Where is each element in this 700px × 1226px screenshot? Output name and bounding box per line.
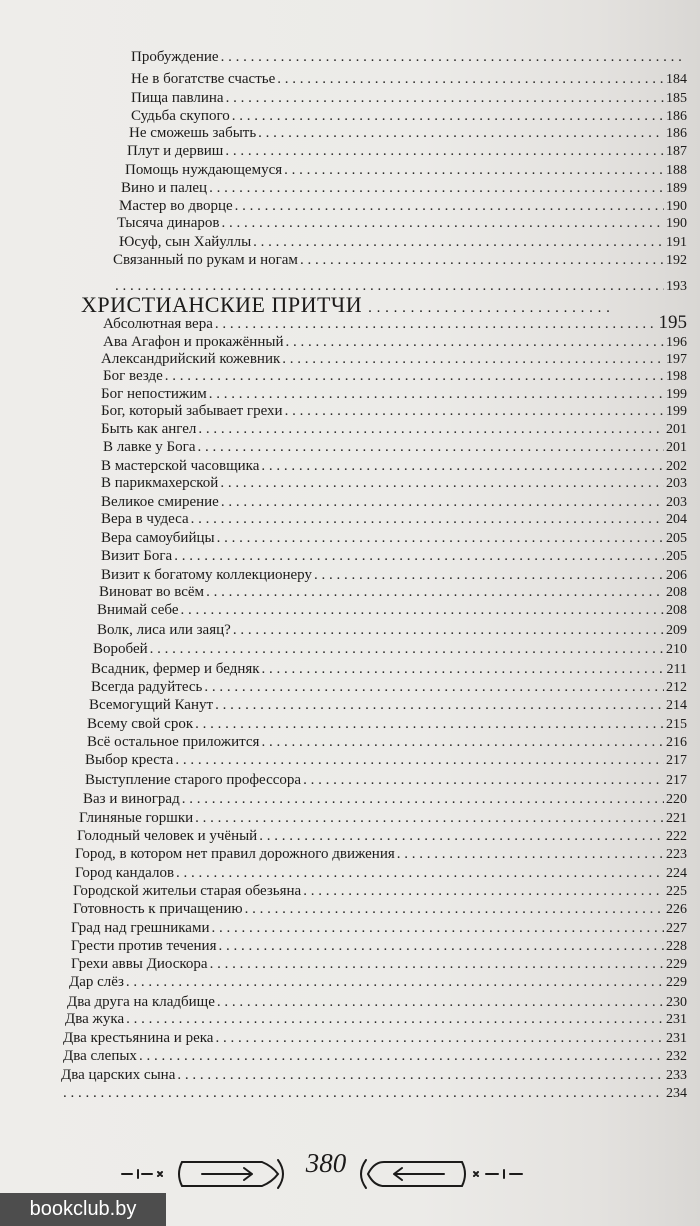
leader-dots	[217, 993, 664, 1011]
leader-dots	[219, 937, 665, 955]
toc-entry	[127, 142, 687, 161]
leader-dots	[197, 438, 664, 456]
toc-entry	[73, 882, 687, 901]
leader-dots	[126, 1010, 664, 1028]
toc-entry-page: 186	[666, 126, 687, 141]
toc-entry-page: 184	[666, 72, 687, 87]
toc-entry-title: Ваз и виноград	[83, 791, 180, 807]
toc-entry	[97, 621, 687, 640]
toc-entry	[101, 529, 687, 548]
toc-entry-title: Дар слёз	[69, 974, 124, 990]
leader-dots	[261, 457, 664, 475]
toc-entry	[103, 438, 687, 457]
leader-dots	[209, 179, 664, 197]
toc-entry	[71, 919, 687, 938]
toc-entry	[101, 420, 687, 439]
toc-entry-page: 208	[666, 603, 687, 618]
toc-entry-title: Пища павлина	[131, 90, 224, 106]
leader-dots	[258, 124, 664, 142]
leader-dots	[209, 385, 664, 403]
toc-entry-title: Связанный по рукам и ногам	[113, 252, 298, 268]
leader-dots	[397, 845, 664, 863]
toc-entry-page: 217	[666, 753, 687, 768]
toc-entry-page: 231	[666, 1031, 687, 1046]
toc-entry-title: Голодный человек и учёный	[77, 828, 258, 844]
toc-entry	[77, 827, 687, 846]
toc-entry-title: Грехи аввы Диоскора	[71, 956, 208, 972]
toc-entry-title: Выступление старого профессора	[85, 772, 302, 788]
leader-dots	[245, 900, 664, 918]
leader-dots	[198, 420, 664, 438]
toc-entry-page: 216	[666, 735, 687, 750]
leader-dots	[174, 547, 664, 565]
leader-dots	[221, 493, 664, 511]
leader-dots	[277, 70, 664, 88]
toc-entry-title: Абсолютная вера	[103, 316, 213, 332]
toc-entry	[89, 696, 687, 715]
leader-dots	[195, 715, 664, 733]
toc-entry-page: 215	[666, 717, 687, 732]
leader-dots	[182, 790, 664, 808]
toc-entry-page: 203	[666, 476, 687, 491]
toc-entry-title: Город кандалов	[75, 865, 175, 881]
section-heading	[81, 292, 687, 318]
toc-entry-title: Великое смирение	[101, 494, 219, 510]
toc-entry-page: 227	[666, 921, 687, 936]
leader-dots	[176, 864, 664, 882]
toc-entry	[75, 864, 687, 883]
toc-entry-title: Всемогущий Канут	[89, 697, 214, 713]
toc-entry-title: Бог везде	[103, 368, 163, 384]
toc-entry	[101, 474, 687, 493]
toc-entry	[121, 179, 687, 198]
toc-entry-page: 229	[666, 975, 687, 990]
toc-entry	[63, 1029, 687, 1048]
toc-entry	[85, 751, 687, 770]
toc-entry-title: Виноват во всём	[99, 584, 205, 600]
toc-entry-page: 226	[666, 902, 687, 917]
toc-entry-title: Судьба скупого	[131, 108, 230, 124]
toc-entry	[87, 715, 687, 734]
leader-dots	[285, 402, 664, 420]
toc-entry-title: Всё остальное приложится	[87, 734, 260, 750]
toc-entry-title: Всадник, фермер и бедняк	[91, 661, 260, 677]
toc-entry-page: 191	[666, 235, 687, 250]
toc-entry-page: 185	[666, 91, 687, 106]
toc-entry-page: 230	[666, 995, 687, 1010]
toc-entry-page: 212	[666, 680, 687, 695]
toc-entry-title: Юсуф, сын Хайуллы	[119, 234, 252, 250]
leader-dots	[215, 1029, 664, 1047]
toc-entry-page: 205	[666, 531, 687, 546]
toc-entry-title: Визит Бога	[101, 548, 173, 564]
leader-dots	[165, 367, 664, 385]
toc-entry-page: 228	[666, 939, 687, 954]
toc-entry	[119, 233, 687, 252]
toc-entry-page: 209	[666, 623, 687, 638]
toc-entry-page: 186	[666, 109, 687, 124]
leader-dots	[303, 882, 664, 900]
toc-entry	[101, 547, 687, 566]
leader-dots	[204, 678, 664, 696]
leader-dots	[220, 474, 664, 492]
toc-entry-page: 229	[666, 957, 687, 972]
leader-dots	[261, 733, 664, 751]
toc-entry-page: 192	[666, 253, 687, 268]
toc-entry-page: 214	[666, 698, 687, 713]
leader-dots	[175, 751, 664, 769]
leader-dots	[284, 161, 664, 179]
toc-entry-title: В лавке у Бога	[103, 439, 196, 455]
toc-entry-title: Мастер во дворце	[119, 198, 233, 214]
leader-dots	[126, 973, 664, 991]
toc-entry-page: 224	[666, 866, 687, 881]
toc-entry-page: 202	[666, 459, 687, 474]
leader-dots	[314, 566, 664, 584]
leader-dots	[210, 955, 664, 973]
toc-entry	[75, 845, 687, 864]
toc-entry	[73, 900, 687, 919]
toc-entry-page: 221	[666, 811, 687, 826]
toc-entry-title: Город, в котором нет правил дорожного движения	[75, 846, 395, 862]
toc-entry-page: 199	[666, 404, 687, 419]
toc-entry-page: 211	[666, 662, 687, 677]
toc-entry-page: 201	[666, 440, 687, 455]
leader-dots	[282, 350, 664, 368]
leader-dots	[300, 251, 664, 269]
toc-entry-page: 223	[666, 847, 687, 862]
toc-entry-page: 205	[666, 549, 687, 564]
toc-entry	[101, 510, 687, 529]
toc-entry-title: Вера в чудеса	[101, 511, 189, 527]
section-heading-text: ХРИСТИАНСКИЕ ПРИТЧИ	[81, 292, 363, 317]
toc-entry-title: Тысяча динаров	[117, 215, 220, 231]
toc-entry	[63, 1047, 687, 1066]
toc-entry-page: 195	[658, 312, 687, 333]
leader-dots	[191, 510, 664, 528]
toc-entry	[69, 973, 687, 992]
toc-entry	[97, 601, 687, 620]
toc-entry-title: В парикмахерской	[101, 475, 219, 491]
toc-entry-title: Быть как ангел	[101, 421, 197, 437]
toc-entry-title: Два крестьянина и река	[63, 1030, 214, 1046]
toc-entry-page: 201	[666, 422, 687, 437]
toc-entry-page: 193	[666, 279, 687, 294]
toc-entry	[117, 214, 687, 233]
toc-entry	[93, 640, 687, 659]
leader-dots	[232, 107, 664, 125]
toc-entry-title: Внимай себе	[97, 602, 179, 618]
toc-entry-title: Бог, который забывает грехи	[101, 403, 283, 419]
leader-dots	[303, 771, 664, 789]
toc-entry-page: 220	[666, 792, 687, 807]
toc-entry-title: Пробуждение	[131, 49, 219, 65]
leader-dots	[139, 1047, 664, 1065]
toc-entry	[61, 1066, 687, 1085]
toc-entry	[91, 660, 687, 679]
toc-entry-page: 208	[666, 585, 687, 600]
toc-entry-page: 187	[666, 144, 687, 159]
leader-dots	[225, 142, 664, 160]
toc-entry-title: Плут и дервиш	[127, 143, 224, 159]
toc-entry-page: 210	[666, 642, 687, 657]
toc-entry-title: Грести против течения	[71, 938, 217, 954]
leader-dots	[253, 233, 664, 251]
toc-entry-title: Городской жительи старая обезьяна	[73, 883, 302, 899]
toc-entry-page: 233	[666, 1068, 687, 1083]
toc-entry-title: Два слепых	[63, 1048, 137, 1064]
toc-entry	[129, 124, 687, 143]
leader-dots	[206, 583, 664, 601]
leader-dots	[180, 601, 664, 619]
toc-entry-title: Вино и палец	[121, 180, 208, 196]
toc-entry-page: 203	[666, 495, 687, 510]
toc-entry-page: 188	[666, 163, 687, 178]
toc-entry-title: В мастерской часовщика	[101, 458, 260, 474]
toc-entry	[87, 733, 687, 752]
toc-entry-title: Два друга на кладбище	[67, 994, 215, 1010]
toc-entry	[65, 1010, 687, 1029]
toc-entry	[131, 70, 687, 89]
toc-entry-title: Воробей	[93, 641, 148, 657]
toc-entry-title: Волк, лиса или заяц?	[97, 622, 231, 638]
toc-entry-title: Всегда радуйтесь	[91, 679, 203, 695]
toc-entry-title: Ава Агафон и прокажённый	[103, 334, 284, 350]
toc-entry	[85, 771, 687, 790]
toc-entry-page: 197	[666, 352, 687, 367]
watermark-logo: bookclub.by	[0, 1193, 166, 1226]
toc-entry-page: 196	[666, 335, 687, 350]
toc-entry	[103, 367, 687, 386]
toc-entry-title: Бог непостижим	[101, 386, 207, 402]
toc-entry	[131, 89, 687, 108]
toc-entry-title: Два жука	[65, 1011, 125, 1027]
toc-entry-page: 232	[666, 1049, 687, 1064]
leader-dots	[212, 919, 665, 937]
toc-entry	[131, 48, 687, 66]
toc-entry-page: 217	[666, 773, 687, 788]
toc-entry-page: 206	[666, 568, 687, 583]
toc-entry-page: 190	[666, 216, 687, 231]
leader-dots	[233, 621, 664, 639]
toc-entry	[71, 937, 687, 956]
toc-entry	[101, 402, 687, 421]
toc-entry-title: Александрийский кожевник	[101, 351, 281, 367]
leader-dots	[221, 214, 664, 232]
page-number: 380	[305, 1148, 347, 1178]
leader-dots	[150, 640, 664, 658]
leader-dots	[177, 1066, 664, 1084]
leader-dots	[221, 48, 685, 66]
toc-entry	[61, 1084, 687, 1103]
toc-entry-page: 225	[666, 884, 687, 899]
toc-entry-page: 198	[666, 369, 687, 384]
toc-entry-title: Град над грешниками	[71, 920, 210, 936]
toc-entry-title: Готовность к причащению	[73, 901, 243, 917]
leader-dots	[368, 300, 687, 317]
toc-entry-page: 231	[666, 1012, 687, 1027]
leader-dots	[259, 827, 664, 845]
toc-entry	[113, 251, 687, 270]
leader-dots	[215, 696, 664, 714]
toc-entry-title: Визит к богатому коллекционеру	[101, 567, 312, 583]
toc-entry-page: 222	[666, 829, 687, 844]
leader-dots	[262, 660, 665, 678]
toc-entry-title: Глиняные горшки	[79, 810, 194, 826]
toc-entry-title: Два царских сына	[61, 1067, 176, 1083]
toc-entry-title: Вера самоубийцы	[101, 530, 215, 546]
toc-entry-title: Выбор креста	[85, 752, 174, 768]
toc-entry-title: Помощь нуждающемуся	[125, 162, 283, 178]
toc-entry	[71, 955, 687, 974]
toc-entry-page: 199	[666, 387, 687, 402]
toc-entry-title: Всему свой срок	[87, 716, 194, 732]
toc-entry-title: Не сможешь забыть	[129, 125, 257, 141]
toc-entry-title: Не в богатстве счастье	[131, 71, 276, 87]
toc-entry	[125, 161, 687, 180]
leader-dots	[63, 1084, 664, 1102]
toc-entry-page: 204	[666, 512, 687, 527]
toc-entry	[79, 809, 687, 828]
leader-dots	[285, 333, 664, 351]
toc-entry-page: 234	[666, 1086, 687, 1101]
leader-dots	[226, 89, 664, 107]
toc-entry	[83, 790, 687, 809]
leader-dots	[217, 529, 664, 547]
toc-entry	[99, 583, 687, 602]
toc-entry-page: 189	[666, 181, 687, 196]
toc-entry	[91, 678, 687, 697]
leader-dots	[235, 197, 664, 215]
leader-dots	[195, 809, 664, 827]
toc-entry-page: 190	[666, 199, 687, 214]
